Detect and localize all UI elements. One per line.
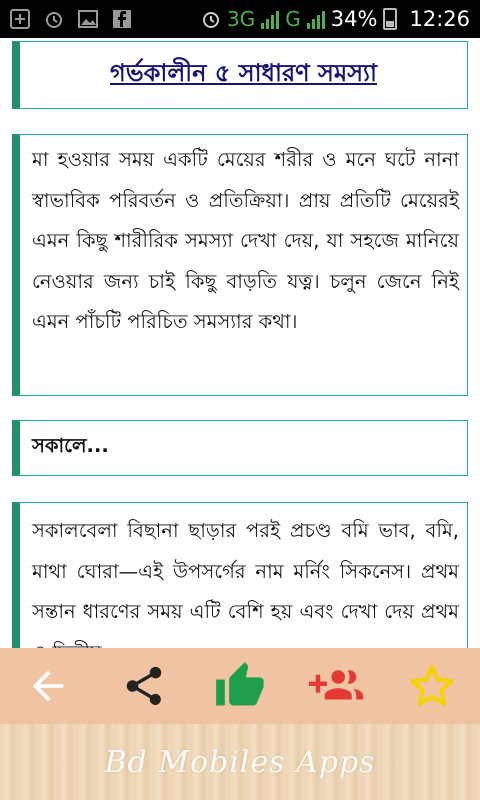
article-title: গর্ভকালীন ৫ সাধারণ সমস্যা — [110, 59, 377, 87]
banner-text: Bd Mobiles Apps — [104, 744, 376, 780]
section-paragraph: সকালবেলা বিছানা ছাড়ার পরই প্রচণ্ড বমি ভাব, বমি, মাথা ঘোরা—এই উপসর্গের নাম মর্নিং সিকনেস। প্রথম সন্তান ধারণের সময় এটি বেশি হয় এবং দেখা দেয় প্রথম — [32, 519, 459, 623]
thumbs-up-icon — [214, 660, 266, 712]
share-button[interactable] — [112, 654, 176, 718]
intro-card — [12, 134, 468, 396]
intro-paragraph: মা হওয়ার সময় একটি মেয়ের শরীর ও মনে ঘটে নানা স্বাভাবিক পরিবর্তন ও প্রতিক্রিয়া। প্রায় প্রতিটি মেয়েরই এমন কিছু শারীরিক সমস্যা দেখা দেয়, যা সহজে মানিয়ে নেওয়ার জন্য চাই কিছু বাড়তি যত্ন। চলুন জেনে নিই এমন পাঁচটি পরিচিত সমস্যার কথা। — [32, 148, 459, 333]
image-notification-icon — [78, 9, 98, 29]
add-friend-icon — [309, 659, 363, 713]
favorite-button[interactable] — [400, 654, 464, 718]
facebook-notification-icon — [112, 9, 132, 29]
battery-icon — [383, 8, 397, 30]
notification-icons — [10, 9, 132, 29]
status-bar — [0, 0, 480, 38]
like-button[interactable] — [208, 654, 272, 718]
title-card — [12, 41, 468, 109]
alarm-notification-icon — [44, 9, 64, 29]
back-button[interactable] — [16, 654, 80, 718]
clock: 12:26 — [409, 7, 470, 31]
battery-percent: 34% — [330, 7, 378, 31]
star-icon — [408, 662, 456, 710]
bottom-toolbar — [0, 648, 480, 724]
article-scroll-view[interactable] — [0, 38, 480, 648]
alarm-icon — [201, 9, 221, 29]
signal-strength-icon-2 — [307, 9, 325, 29]
network-type-g: G — [285, 7, 301, 31]
back-arrow-icon — [25, 663, 71, 709]
system-indicators — [201, 7, 470, 31]
share-icon — [121, 663, 167, 709]
signal-strength-icon — [261, 9, 279, 29]
plus-notification-icon — [10, 9, 30, 29]
add-friend-button[interactable] — [304, 654, 368, 718]
ad-banner[interactable] — [0, 724, 480, 800]
network-type-3g: 3G — [227, 7, 256, 31]
section-heading-card — [12, 420, 468, 476]
section-heading: সকালে... — [32, 434, 109, 457]
